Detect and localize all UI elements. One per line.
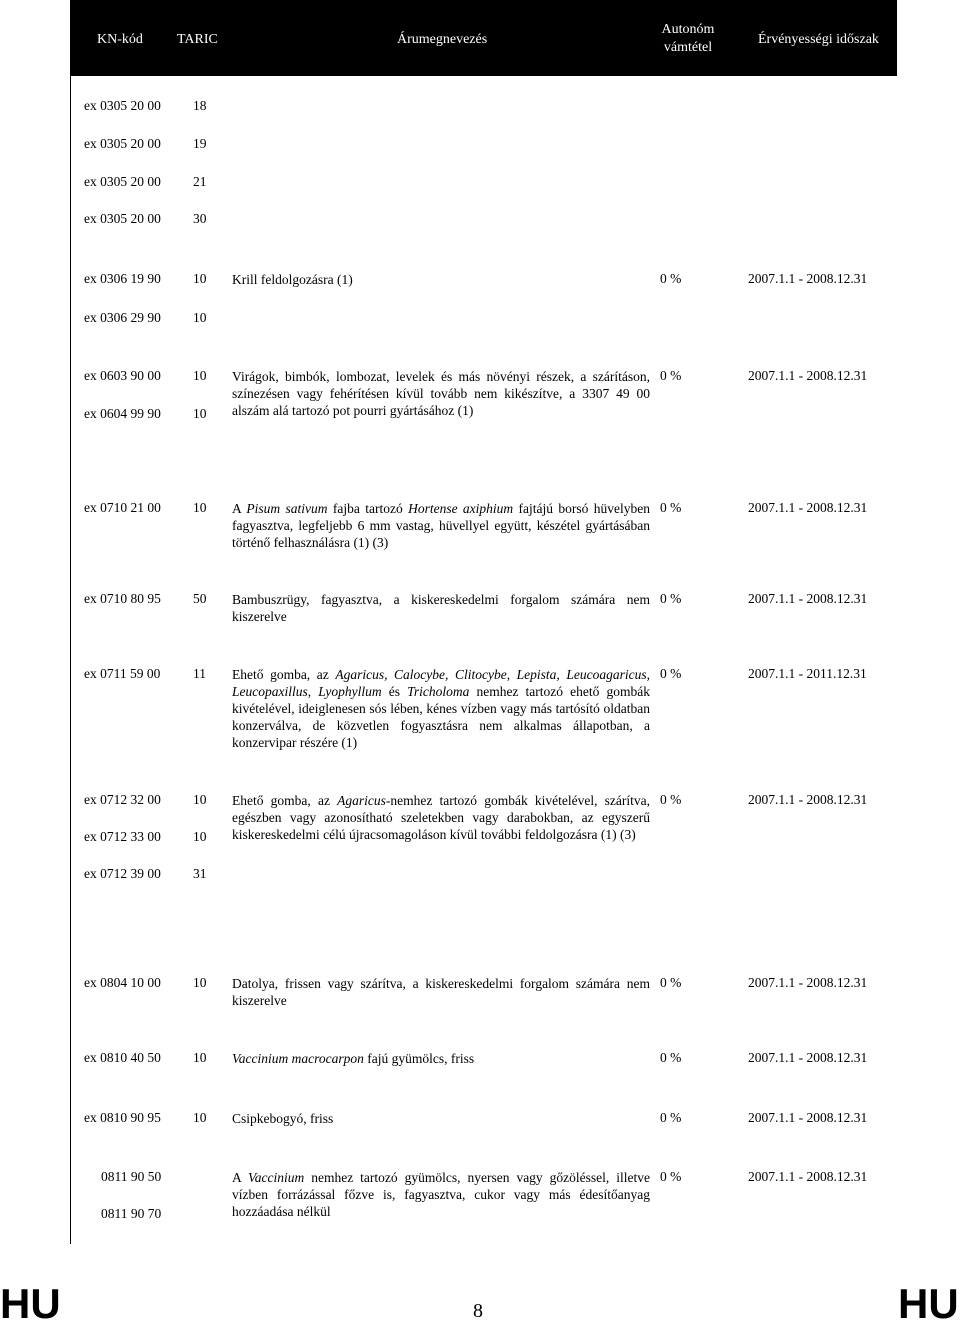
cn-code: ex 0306 29 90 [84,310,161,325]
header-duty-line1: Autonóm [661,22,715,37]
cn-code: ex 0306 19 90 [84,271,161,286]
validity-period: 2007.1.1 - 2008.12.31 [748,975,868,990]
desc-text: nemhez tartozó gyümölcs, nyersen vagy gőzöléssel, illetve vízben forrázással főzve is, fagyasztva, cukor vagy más édesítőanyag hozzáadása nélkül [232,1170,650,1219]
validity-period: 2007.1.1 - 2008.12.31 [748,368,868,383]
duty-rate: 0 % [660,368,682,383]
cn-code: ex 0810 40 50 [84,1050,161,1065]
cn-code: ex 0712 33 00 [84,829,161,844]
cn-code: ex 0604 99 90 [84,406,161,421]
cn-code: ex 0603 90 00 [84,368,161,383]
validity-period: 2007.1.1 - 2008.12.31 [748,500,868,515]
taric-code: 10 [193,310,207,325]
footer-country-left: HU [0,1280,61,1327]
duty-rate: 0 % [660,500,682,515]
item-description: Bambuszrügy, fagyasztva, a kiskereskedelmi forgalom számára nem kiszerelve [232,592,650,624]
validity-period: 2007.1.1 - 2011.12.31 [748,666,867,681]
taric-code: 10 [193,792,207,807]
cn-code: ex 0305 20 00 [84,211,161,226]
taric-code: 21 [193,174,207,189]
header-period: Érvényességi időszak [758,32,879,47]
desc-text: fajú gyümölcs, friss [363,1051,475,1066]
header-taric: TARIC [177,32,218,47]
footer-country-right: HU [898,1280,959,1327]
cn-code: ex 0804 10 00 [84,975,161,990]
item-description [232,1169,650,1220]
cn-code: ex 0710 80 95 [84,591,161,606]
desc-italic-text: Pisum sativum [246,501,328,516]
item-description [232,792,650,843]
desc-italic-text: Tricholoma [407,684,470,699]
taric-code: 10 [193,500,207,515]
taric-code: 10 [193,368,207,383]
duty-rate: 0 % [660,666,682,681]
desc-text: fajtájú borsó hüvelyben fagyasztva, legfeljebb 6 mm vastag, hüvellyel együtt, készétel gyártásában történő felhasználásra (1) (3) [232,501,651,550]
desc-text: fajba tartozó [327,501,409,516]
taric-code: 10 [193,975,207,990]
desc-text: -nemhez tartozó gombák kivételével, szárítva, egészben vagy azonosítható szeletekben vagy darabokban, az egyszerű kiskereskedelmi célú újracsomagoláson kívül további feldolgozásra (1) (3) [232,793,650,842]
duty-rate: 0 % [660,271,682,286]
duty-rate: 0 % [660,591,682,606]
taric-code: 31 [193,866,207,881]
item-description [232,666,650,751]
taric-code: 10 [193,271,207,286]
taric-code: 18 [193,98,207,113]
page-number: 8 [473,1300,483,1322]
taric-code: 19 [193,136,207,151]
duty-rate: 0 % [660,792,682,807]
cn-code: 0811 90 70 [101,1206,162,1221]
cn-code: ex 0305 20 00 [84,174,161,189]
validity-period: 2007.1.1 - 2008.12.31 [748,591,868,606]
desc-italic-text: Vaccinium macrocarpon [232,1051,364,1066]
item-description: Krill feldolgozásra (1) [232,272,353,287]
cn-code: ex 0711 59 00 [84,666,161,681]
desc-text: Ehető gomba, az [232,667,336,682]
item-description: Virágok, bimbók, lombozat, levelek és más növényi részek, a szárításon, színezésen vagy fehérítésen kívül tovább nem kikészítve, a 3307 49 00 alszám alá tartozó pot pourri gyártásához (1) [232,369,650,418]
taric-code: 10 [193,1050,207,1065]
header-kn-code: KN-kód [97,32,143,47]
desc-italic-text: Agaricus [337,793,386,808]
duty-rate: 0 % [660,1169,682,1184]
cn-code: ex 0305 20 00 [84,136,161,151]
cn-code: ex 0810 90 95 [84,1110,161,1125]
duty-rate: 0 % [660,975,682,990]
duty-rate: 0 % [660,1050,682,1065]
cn-code: ex 0712 39 00 [84,866,161,881]
header-duty-line2: vámtétel [663,40,713,55]
desc-text: A [232,1170,248,1185]
validity-period: 2007.1.1 - 2008.12.31 [748,271,868,286]
desc-italic-text: Agaricus, Calocybe, Clitocybe, Lepista, Leucoagaricus, Leucopaxillus, Lyophyllum [232,667,650,699]
item-description: Csipkebogyó, friss [232,1111,334,1126]
validity-period: 2007.1.1 - 2008.12.31 [748,1169,868,1184]
taric-code: 30 [193,211,207,226]
desc-italic-text: Hortense axiphium [408,501,514,516]
table-header [70,0,897,76]
item-description [232,1050,650,1067]
taric-code: 10 [193,1110,207,1125]
validity-period: 2007.1.1 - 2008.12.31 [748,1110,868,1125]
desc-text: és [381,684,408,699]
header-description: Árumegnevezés [397,32,488,47]
cn-code: 0811 90 50 [101,1169,162,1184]
taric-code: 50 [193,591,207,606]
taric-code: 10 [193,829,207,844]
validity-period: 2007.1.1 - 2008.12.31 [748,1050,868,1065]
desc-text: A [232,501,247,516]
table-left-border [70,76,71,1244]
desc-text: Ehető gomba, az [232,793,338,808]
cn-code: ex 0305 20 00 [84,98,161,113]
duty-rate: 0 % [660,1110,682,1125]
cn-code: ex 0710 21 00 [84,500,161,515]
desc-text: nemhez tartozó ehető gombák kivételével, ideiglenesen sós lében, kénes vízben vagy más tartósító oldatban konzerválva, de közvetlen fogyasztásra nem alkalmas állapotban, a konzervipar részére (1) [232,684,650,750]
header-duty [648,21,728,57]
taric-code: 11 [193,666,206,681]
item-description: Datolya, frissen vagy szárítva, a kiskereskedelmi forgalom számára nem kiszerelve [232,976,650,1008]
validity-period: 2007.1.1 - 2008.12.31 [748,792,868,807]
cn-code: ex 0712 32 00 [84,792,161,807]
taric-code: 10 [193,406,207,421]
item-description [232,500,650,551]
desc-italic-text: Vaccinium [247,1170,305,1185]
